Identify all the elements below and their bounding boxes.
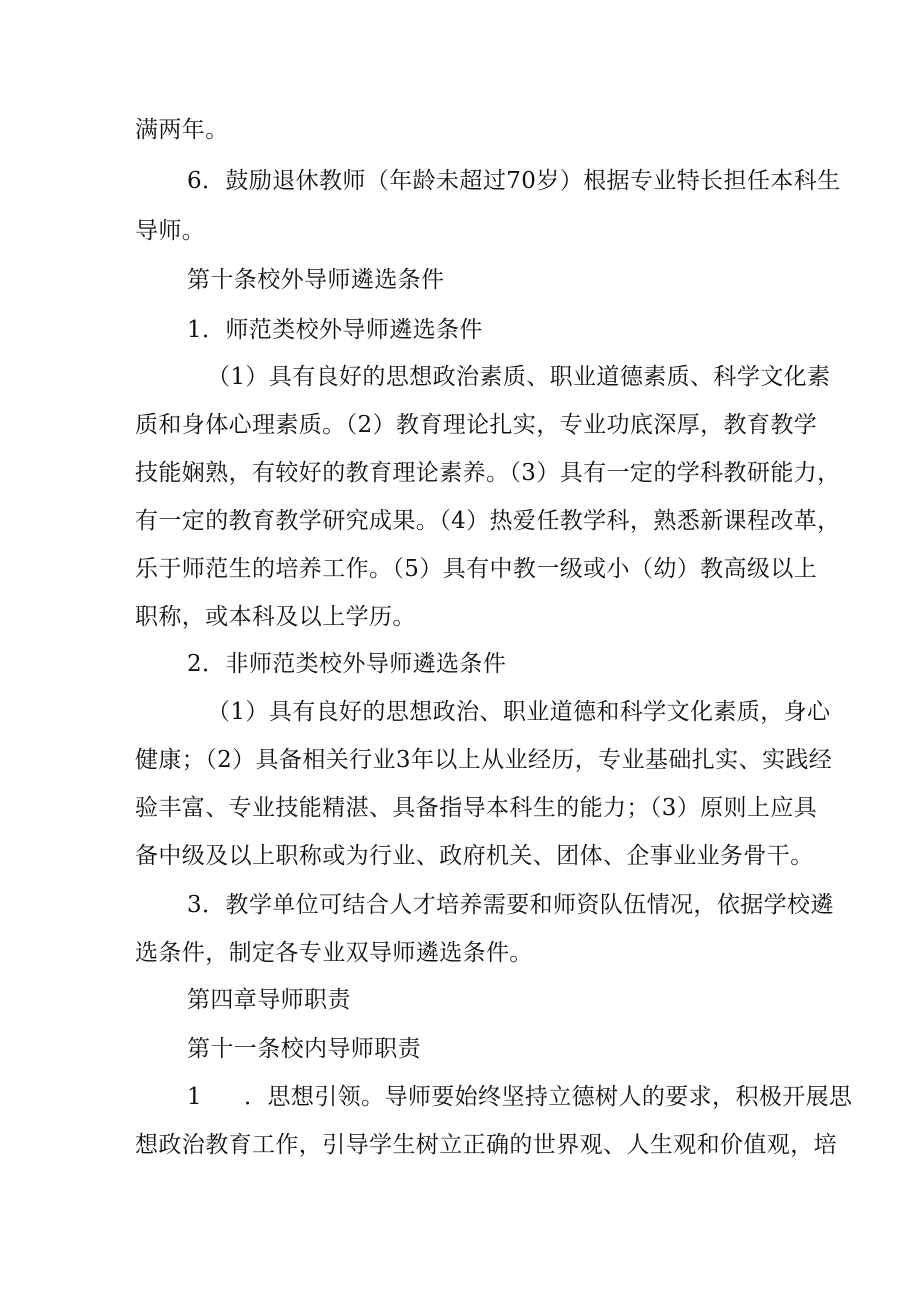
item-number: 1 (187, 1084, 203, 1110)
text-line: 导师。 (135, 218, 206, 244)
text-line: 验丰富、专业技能精湛、具备指导本科生的能力；（3）原则上应具 (135, 795, 818, 821)
text-line: 职称，或本科及以上学历。 (135, 604, 416, 630)
text-line: 技能娴熟，有较好的教育理论素养。（3）具有一定的学科教研能力， (135, 460, 841, 486)
text-line: 质和身体心理素质。（2）教育理论扎实，专业功底深厚，教育教学 (135, 412, 818, 438)
text-line: 健康；（2）具备相关行业3年以上从业经历，专业基础扎实、实践经 (135, 747, 833, 773)
text-line: 6．鼓励退休教师（年龄未超过70岁）根据专业特长担任本科生 (187, 168, 841, 194)
text-line: 选条件，制定各专业双导师遴选条件。 (135, 940, 533, 966)
text-line: 3．教学单位可结合人才培养需要和师资队伍情况，依据学校遴 (187, 892, 834, 918)
text-line: 想政治教育工作，引导学生树立正确的世界观、人生观和价值观，培 (135, 1132, 837, 1158)
text-line: （1）具有良好的思想政治素质、职业道德素质、科学文化素 (207, 364, 831, 390)
text-line: 2．非师范类校外导师遴选条件 (187, 651, 507, 677)
item-text: ．思想引领。导师要始终坚持立德树人的要求，积极开展思 (244, 1084, 853, 1110)
text-line: 乐于师范生的培养工作。（5）具有中教一级或小（幼）教高级以上 (135, 556, 818, 582)
text-line: 1．师范类校外导师遴选条件 (187, 317, 483, 343)
section-heading: 第十条校外导师遴选条件 (187, 267, 445, 293)
text-line: 备中级及以上职称或为行业、政府机关、团体、企事业业务骨干。 (135, 843, 814, 869)
chapter-heading: 第四章导师职责 (187, 987, 351, 1013)
section-heading: 第十一条校内导师职责 (187, 1036, 421, 1062)
text-line: 有一定的教育教学研究成果。（4）热爱任教学科，熟悉新课程改革， (135, 508, 841, 534)
text-line (187, 1082, 852, 1112)
text-line: （1）具有良好的思想政治、职业道德和科学文化素质，身心 (207, 699, 831, 725)
text-line: 满两年。 (135, 117, 229, 143)
